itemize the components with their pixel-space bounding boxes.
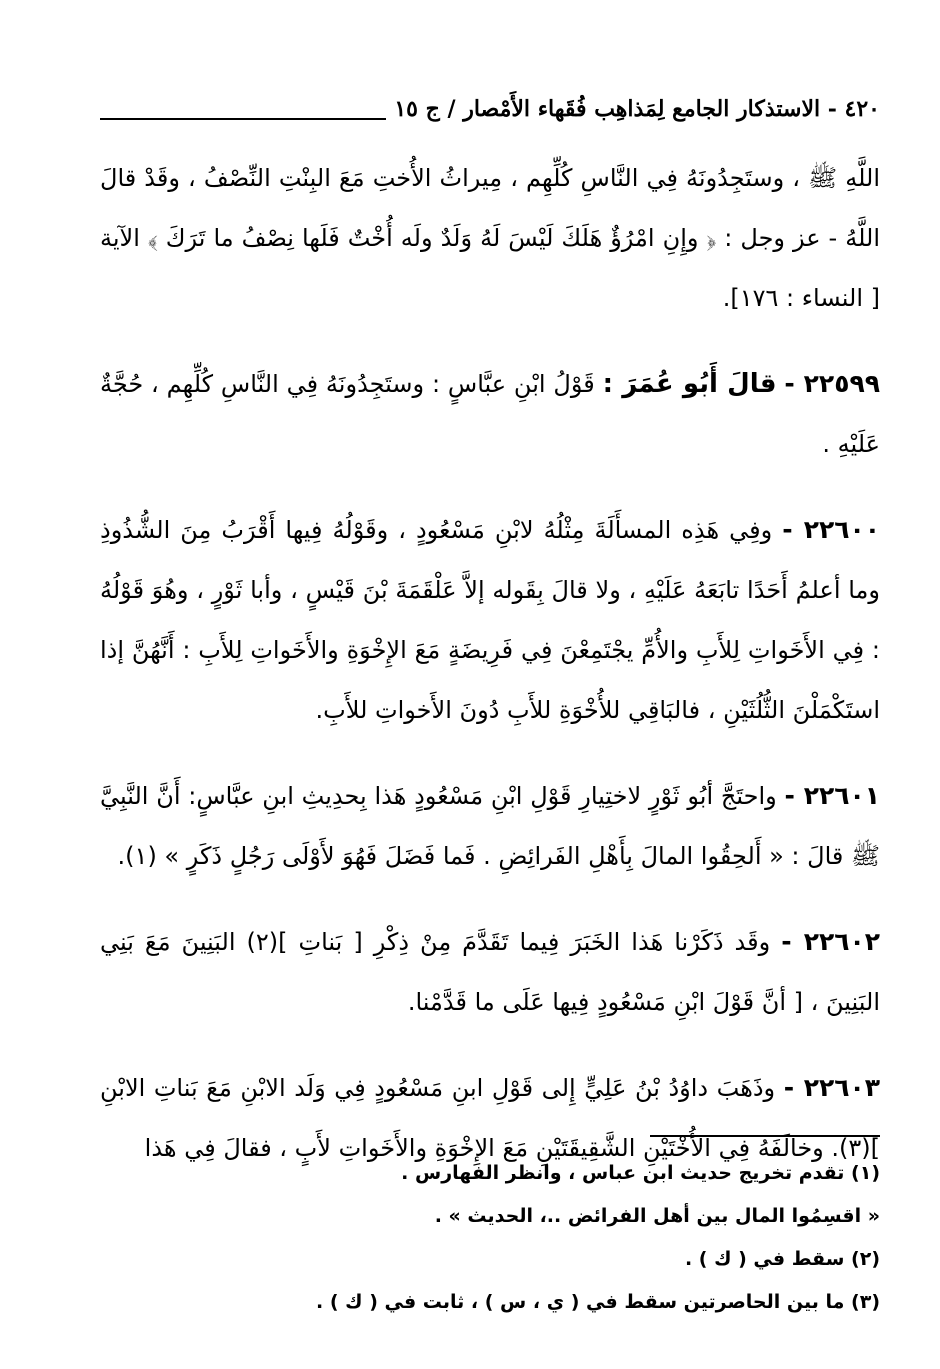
paragraph-22600 xyxy=(100,500,880,740)
paragraph-text: وفِي هَذِه المسأَلَةَ مِثْلُهُ لابْنِ مَسْعُودٍ ، وقَوْلُهُ فِيها أَقْرَبُ مِنَ الشُّذُوذِ وما أعلمُ أَحَدًا تابَعَهُ عَلَيْهِ ، ولا قالَ بِقَوله إلاَّ عَلْقَمَةَ بْنَ قَيْسٍ ، وأبا ثَوْرٍ ، وهُوَ قَوْلُهُ : فِي الأَخَواتِ لِلأَبِ والأُمِّ يجْتَمِعْنَ فِي فَرِيضَةٍ مَعَ الإِخْوَةِ والأَخَواتِ لِلأَبِ : أَنَّهُنَّ إذا استَكْمَلْنَ الثُّلُثَيْنِ ، فالبَاقِي للأُخْوَةِ للأَبِ دُونَ الأَخواتِ للأَبِ. xyxy=(100,516,880,724)
running-header: ٤٢٠ - الاستذكار الجامع لِمَذاهِب فُقَهاء الأَمْصار / ج ١٥ xyxy=(386,96,880,122)
footnote-3: (٣) ما بين الحاصرتين سقط في ( ي ، س ) ، ثابت في ( ك ) . xyxy=(316,1291,880,1313)
footnote-divider xyxy=(650,1135,880,1137)
footnote-2: (٢) سقط في ( ك ) . xyxy=(684,1248,880,1270)
page-header xyxy=(100,72,880,120)
paragraph-number: ٢٢٦٠١ - xyxy=(784,781,880,810)
paragraph-text: قَوْلُ ابْنِ عبَّاسٍ : وستَجِدُونَهُ فِي النَّاسِ كُلِّهِم ، حُجَّةٌ عَلَيْهِ . xyxy=(100,370,880,458)
paragraph-number: ٢٢٦٠٣ - xyxy=(783,1073,880,1102)
paragraph-text: اللَّهِ ﷺ ، وستَجِدُونَهُ فِي النَّاسِ كُلِّهِم ، مِيراثُ الأُختِ مَعَ البِنْتِ النِّصْفُ ، وقَدْ قالَ اللَّهُ - عز وجل : ﴿ وإِنِ امْرُؤٌ هَلَكَ لَيْسَ لَهُ وَلَدٌ ولَه أُخْتٌ فَلَها نِصْفُ ما تَرَكَ ﴾ الآية [ النساء : ١٧٦]. xyxy=(100,164,880,312)
paragraph-number: ٢٢٥٩٩ - xyxy=(784,369,880,398)
paragraph-22599 xyxy=(100,354,880,474)
paragraph-text: وذَهَبَ داوُدُ بْنُ عَلِيٍّ إِلى قَوْلِ ابنِ مَسْعُودٍ فِي وَلَد الابْنِ مَعَ بَناتِ الابْنِ ](٣). وخالَفَهُ فِي الأُخْتَيْنِ الشَّقِيقَتَيْنِ مَعَ الإِخْوَةِ والأَخَواتِ لأَبٍ ، فقالَ فِي هَذا xyxy=(100,1074,880,1162)
footnote-1-continuation: « اقسِمُوا المال بين أهل الفرائض ..، الحديث » . xyxy=(434,1205,880,1227)
paragraph-22601 xyxy=(100,766,880,886)
paragraph-number: ٢٢٦٠٠ - xyxy=(782,515,880,544)
paragraph-lead: قالَ أَبُو عُمَرَ : xyxy=(602,369,777,399)
footnote-1: (١) تقدم تخريج حديث ابن عباس ، وانظر الفهارس . xyxy=(401,1162,880,1184)
paragraph-number: ٢٢٦٠٢ - xyxy=(781,927,880,956)
paragraph-text: وقَد ذَكَرْنا هَذا الخَبَرَ فِيما تَقَدَّمَ مِنْ ذِكْرِ [ بَناتِ ](٢) البَنِينَ مَعَ بَنِي البَنِينَ ، [ أنَّ قَوْلَ ابْنِ مَسْعُودٍ فِيها عَلَى ما قَدَّمْنا. xyxy=(100,928,880,1016)
footnotes xyxy=(100,1152,880,1324)
paragraph-22602 xyxy=(100,912,880,1032)
main-text xyxy=(100,148,880,1204)
paragraph-continuation xyxy=(100,148,880,328)
paragraph-text: واحتَجَّ أبُو ثَوْرٍ لاختِيارِ قَوْلِ ابْنِ مَسْعُودٍ هَذا بِحدِيثِ ابنِ عبَّاسٍ: أَنَّ النَّبِيَّ ﷺ قالَ : « أَلحِقُوا المالَ بِأَهْلِ الفَرائِضِ . فَما فَضَلَ فَهُوَ لأَوْلَى رَجُلٍ ذَكَرٍ » (١). xyxy=(100,782,880,870)
